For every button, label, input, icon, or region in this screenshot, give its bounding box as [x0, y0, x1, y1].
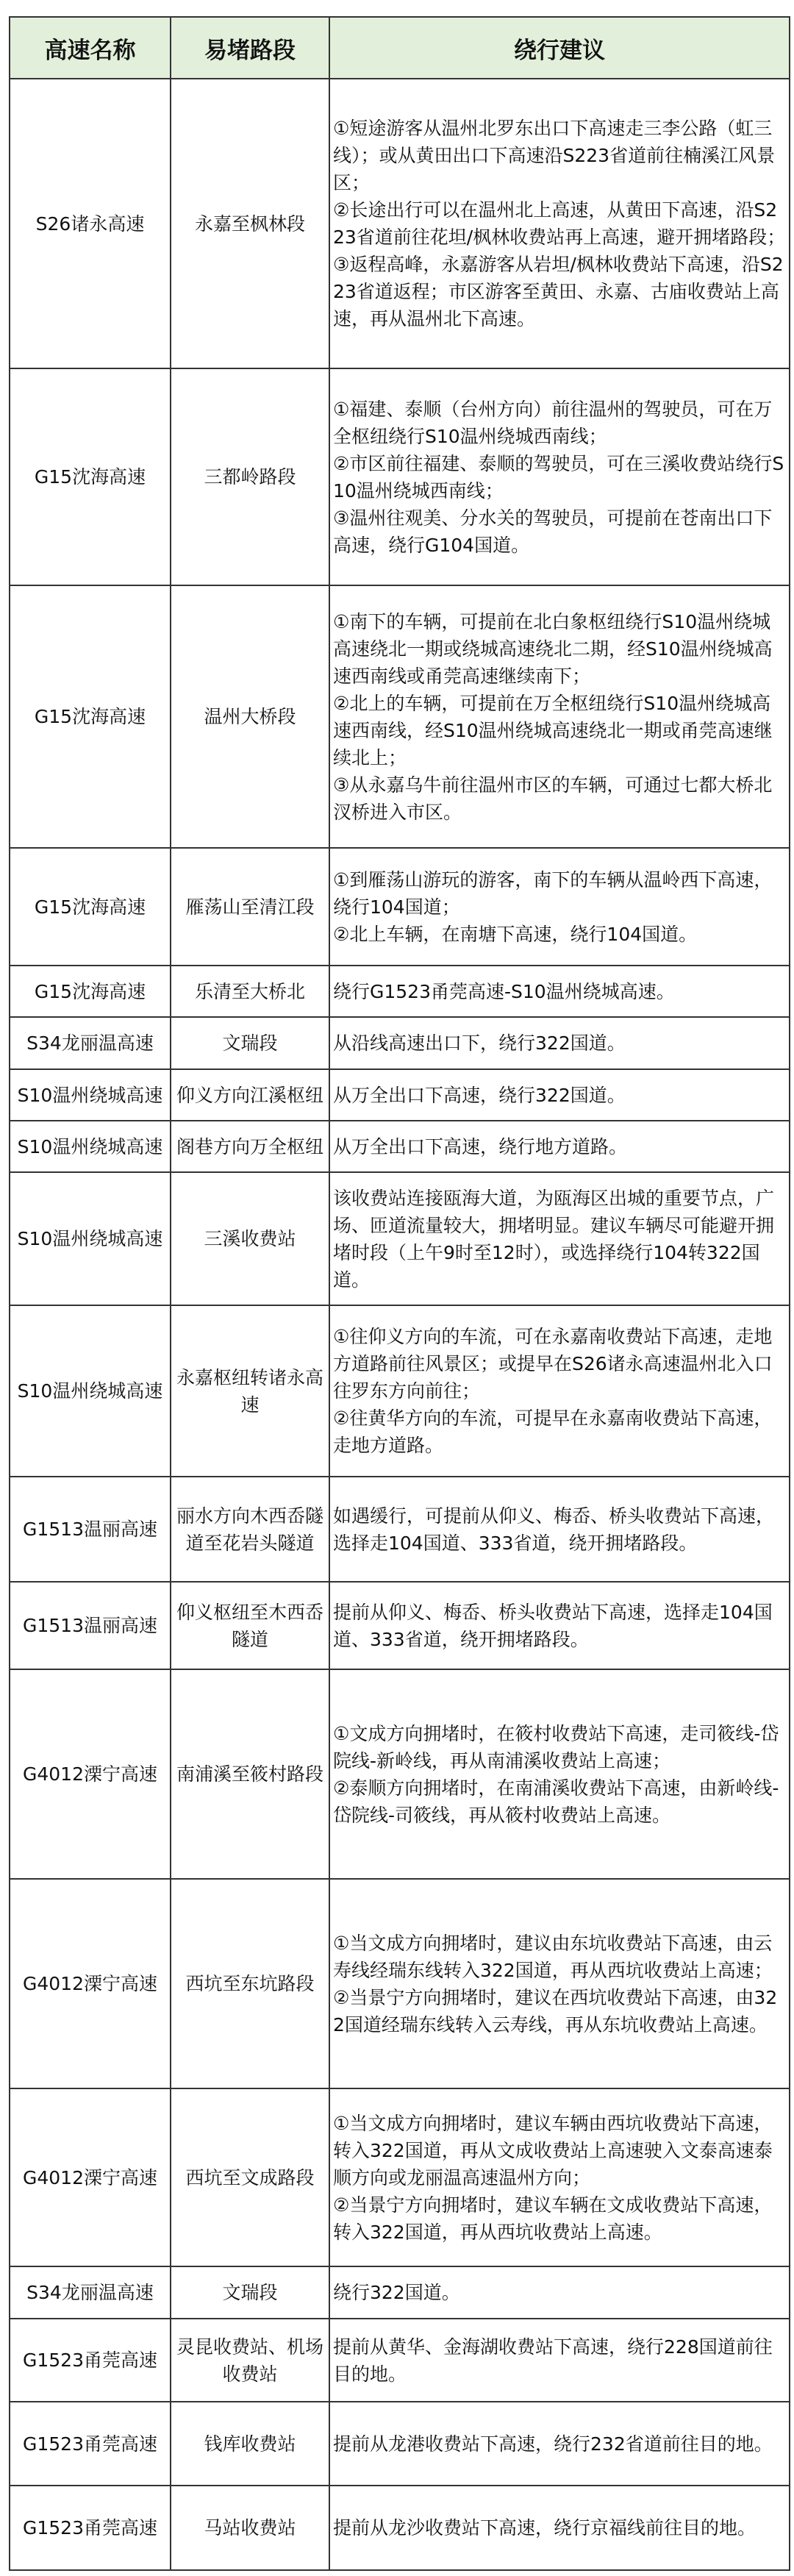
detour-advice-cell: 如遇缓行，可提前从仰义、梅岙、桥头收费站下高速，选择走104国道、333省道，绕开拥堵路段。: [329, 1477, 790, 1582]
detour-advice-cell: 提前从龙港收费站下高速，绕行232省道前往目的地。: [329, 2402, 790, 2486]
congested-section-cell: 西坑至文成路段: [171, 2088, 329, 2266]
detour-advice-cell: ①南下的车辆，可提前在北白象枢纽绕行S10温州绕城高速绕北一期或绕城高速绕北二期，经S10温州绕城高速西南线或甬莞高速继续南下； ②北上的车辆，可提前在万全枢纽绕行S10温州绕城高速西南线，经S10温州绕城高速绕北一期或甬莞高速继续北上； ③从永嘉乌牛前往温州市区的车辆，可通过七都大桥北汊桥进入市区。: [329, 585, 790, 848]
table-header-row: [10, 17, 790, 79]
detour-advice-cell: 提前从龙沙收费站下高速，绕行京福线前往目的地。: [329, 2486, 790, 2570]
highway-name-cell: G1523甬莞高速: [10, 2319, 171, 2402]
table-body: [10, 79, 790, 2570]
table-row: [10, 848, 790, 966]
highway-name-cell: G1523甬莞高速: [10, 2402, 171, 2486]
highway-name-cell: S34龙丽温高速: [10, 1017, 171, 1069]
table-row: [10, 79, 790, 368]
highway-name-cell: G15沈海高速: [10, 848, 171, 966]
table-row: [10, 585, 790, 848]
detour-advice-cell: ①往仰义方向的车流，可在永嘉南收费站下高速，走地方道路前往风景区；或提早在S26诸永高速温州北入口往罗东方向前往； ②往黄华方向的车流，可提早在永嘉南收费站下高速，走地方道路。: [329, 1305, 790, 1477]
detour-advice-cell: ①当文成方向拥堵时，建议由东坑收费站下高速，由云寿线经瑞东线转入322国道，再从西坑收费站上高速； ②当景宁方向拥堵时，建议在西坑收费站下高速，由322国道经瑞东线转入云寿线，再从东坑收费站上高速。: [329, 1879, 790, 2088]
table-row: [10, 966, 790, 1017]
congested-section-cell: 马站收费站: [171, 2486, 329, 2570]
detour-advice-cell: 绕行G1523甬莞高速-S10温州绕城高速。: [329, 966, 790, 1017]
header-detour-advice: 绕行建议: [329, 17, 790, 79]
congested-section-cell: 文瑞段: [171, 2266, 329, 2319]
highway-name-cell: G1513温丽高速: [10, 1477, 171, 1582]
table-row: [10, 1477, 790, 1582]
table-row: [10, 368, 790, 585]
congested-section-cell: 三都岭路段: [171, 368, 329, 585]
table-row: [10, 1069, 790, 1121]
congested-section-cell: 乐清至大桥北: [171, 966, 329, 1017]
detour-advice-cell: 绕行322国道。: [329, 2266, 790, 2319]
highway-name-cell: G15沈海高速: [10, 966, 171, 1017]
congested-section-cell: 温州大桥段: [171, 585, 329, 848]
detour-advice-cell: 提前从仰义、梅岙、桥头收费站下高速，选择走104国道、333省道，绕开拥堵路段。: [329, 1582, 790, 1669]
detour-table: [9, 16, 790, 2571]
table-row: [10, 1172, 790, 1305]
highway-name-cell: S10温州绕城高速: [10, 1121, 171, 1172]
table-row: [10, 2088, 790, 2266]
table-row: [10, 1305, 790, 1477]
detour-advice-cell: 提前从黄华、金海湖收费站下高速，绕行228国道前往目的地。: [329, 2319, 790, 2402]
detour-advice-cell: ①福建、泰顺（台州方向）前往温州的驾驶员，可在万全枢纽绕行S10温州绕城西南线； ②市区前往福建、泰顺的驾驶员，可在三溪收费站绕行S10温州绕城西南线； ③温州往观美、分水关的驾驶员，可提前在苍南出口下高速，绕行G104国道。: [329, 368, 790, 585]
table-row: [10, 2319, 790, 2402]
congested-section-cell: 永嘉至枫林段: [171, 79, 329, 368]
table-row: [10, 2266, 790, 2319]
detour-advice-cell: 该收费站连接瓯海大道，为瓯海区出城的重要节点，广场、匝道流量较大，拥堵明显。建议车辆尽可能避开拥堵时段（上午9时至12时），或选择绕行104转322国道。: [329, 1172, 790, 1305]
detour-advice-cell: 从万全出口下高速，绕行322国道。: [329, 1069, 790, 1121]
detour-advice-cell: ①当文成方向拥堵时，建议车辆由西坑收费站下高速，转入322国道，再从文成收费站上高速驶入文泰高速泰顺方向或龙丽温高速温州方向； ②当景宁方向拥堵时，建议车辆在文成收费站下高速，转入322国道，再从西坑收费站上高速。: [329, 2088, 790, 2266]
table-row: [10, 1879, 790, 2088]
table-row: [10, 1017, 790, 1069]
congested-section-cell: 丽水方向木西岙隧道至花岩头隧道: [171, 1477, 329, 1582]
congested-section-cell: 仰义方向江溪枢纽: [171, 1069, 329, 1121]
table-row: [10, 2486, 790, 2570]
congested-section-cell: 灵昆收费站、机场收费站: [171, 2319, 329, 2402]
congested-section-cell: 雁荡山至清江段: [171, 848, 329, 966]
highway-name-cell: G1523甬莞高速: [10, 2486, 171, 2570]
detour-advice-cell: ①短途游客从温州北罗东出口下高速走三李公路（虹三线）；或从黄田出口下高速沿S223省道前往楠溪江风景区； ②长途出行可以在温州北上高速，从黄田下高速，沿S223省道前往花坦/枫林收费站再上高速，避开拥堵路段； ③返程高峰，永嘉游客从岩坦/枫林收费站下高速，沿S223省道返程；市区游客至黄田、永嘉、古庙收费站上高速，再从温州北下高速。: [329, 79, 790, 368]
detour-advice-cell: 从沿线高速出口下，绕行322国道。: [329, 1017, 790, 1069]
highway-name-cell: G4012溧宁高速: [10, 1669, 171, 1879]
table-row: [10, 1669, 790, 1879]
highway-name-cell: S26诸永高速: [10, 79, 171, 368]
congested-section-cell: 阁巷方向万全枢纽: [171, 1121, 329, 1172]
congested-section-cell: 西坑至东坑路段: [171, 1879, 329, 2088]
highway-name-cell: S34龙丽温高速: [10, 2266, 171, 2319]
highway-name-cell: S10温州绕城高速: [10, 1172, 171, 1305]
detour-advice-cell: ①到雁荡山游玩的游客，南下的车辆从温岭西下高速，绕行104国道； ②北上车辆，在南塘下高速，绕行104国道。: [329, 848, 790, 966]
table-row: [10, 1582, 790, 1669]
highway-name-cell: S10温州绕城高速: [10, 1069, 171, 1121]
highway-name-cell: G4012溧宁高速: [10, 2088, 171, 2266]
detour-advice-cell: ①文成方向拥堵时，在筱村收费站下高速，走司筱线-岱院线-新岭线，再从南浦溪收费站上高速； ②泰顺方向拥堵时，在南浦溪收费站下高速，由新岭线-岱院线-司筱线，再从筱村收费站上高速。: [329, 1669, 790, 1879]
congested-section-cell: 文瑞段: [171, 1017, 329, 1069]
table-row: [10, 1121, 790, 1172]
congested-section-cell: 钱库收费站: [171, 2402, 329, 2486]
congested-section-cell: 永嘉枢纽转诸永高速: [171, 1305, 329, 1477]
congested-section-cell: 南浦溪至筱村路段: [171, 1669, 329, 1879]
highway-name-cell: G15沈海高速: [10, 368, 171, 585]
header-highway-name: 高速名称: [10, 17, 171, 79]
detour-advice-cell: 从万全出口下高速，绕行地方道路。: [329, 1121, 790, 1172]
highway-name-cell: G4012溧宁高速: [10, 1879, 171, 2088]
table-row: [10, 2402, 790, 2486]
congested-section-cell: 三溪收费站: [171, 1172, 329, 1305]
highway-name-cell: G1513温丽高速: [10, 1582, 171, 1669]
header-congested-section: 易堵路段: [171, 17, 329, 79]
congested-section-cell: 仰义枢纽至木西岙隧道: [171, 1582, 329, 1669]
highway-name-cell: S10温州绕城高速: [10, 1305, 171, 1477]
highway-name-cell: G15沈海高速: [10, 585, 171, 848]
